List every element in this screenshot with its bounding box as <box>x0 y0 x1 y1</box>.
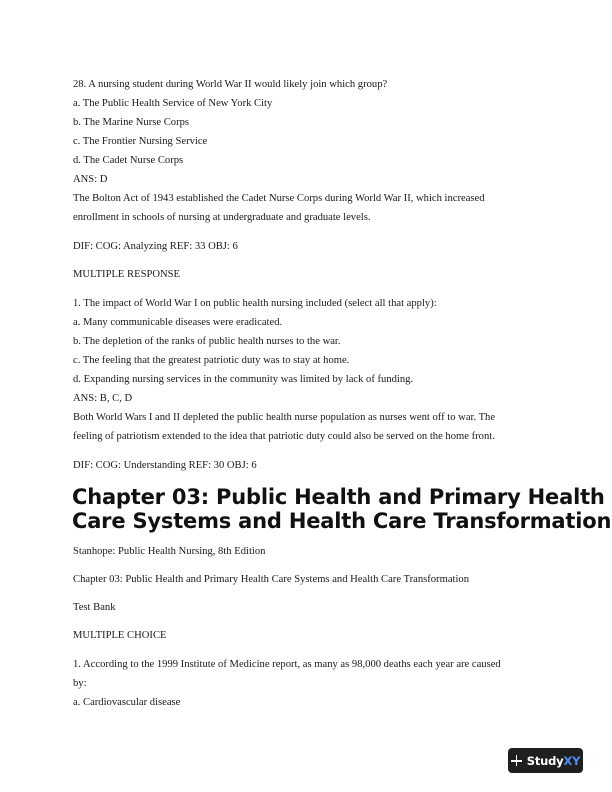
mr-question-1-option-d: d. Expanding nursing services in the community was limited by lack of funding. <box>73 374 414 385</box>
question-28-option-a: a. The Public Health Service of New York City <box>73 98 273 109</box>
question-28-meta: DIF: COG: Analyzing REF: 33 OBJ: 6 <box>73 241 238 252</box>
test-bank-label: Test Bank <box>73 602 116 613</box>
badge-label <box>527 754 581 768</box>
mc-question-1-stem-line-1: 1. According to the 1999 Institute of Medicine report, as many as 98,000 deaths each year are caused <box>73 659 501 670</box>
question-28-rationale-line-2: enrollment in schools of nursing at undergraduate and graduate levels. <box>73 212 371 223</box>
mr-question-1-answer: ANS: B, C, D <box>73 393 133 404</box>
badge-text-main: Study <box>526 753 564 768</box>
mr-question-1-rationale-line-1: Both World Wars I and II depleted the public health nurse population as nurses went off to war. The <box>73 412 496 423</box>
mr-question-1-option-a: a. Many communicable diseases were eradicated. <box>73 317 283 328</box>
mr-question-1-rationale-line-2: feeling of patriotism extended to the idea that patriotic duty could also be served on the home front. <box>73 431 495 442</box>
question-28-option-d: d. The Cadet Nurse Corps <box>73 155 184 166</box>
question-28-answer: ANS: D <box>73 174 108 185</box>
mc-question-1-option-a: a. Cardiovascular disease <box>73 697 181 708</box>
question-28-option-b: b. The Marine Nurse Corps <box>73 117 190 128</box>
question-28-rationale-line-1: The Bolton Act of 1943 established the Cadet Nurse Corps during World War II, which increased <box>73 193 485 204</box>
chapter-title-line-2: Care Systems and Health Care Transformation <box>72 509 612 533</box>
chapter-title-line-1: Chapter 03: Public Health and Primary Health <box>72 485 605 509</box>
mc-question-1-stem-line-2: by: <box>73 678 87 689</box>
multiple-response-heading: MULTIPLE RESPONSE <box>73 269 181 280</box>
badge-text-accent: XY <box>563 753 581 768</box>
plus-icon <box>511 755 522 766</box>
mr-question-1-option-b: b. The depletion of the ranks of public health nurses to the war. <box>73 336 341 347</box>
mr-question-1-stem: 1. The impact of World War I on public health nursing included (select all that apply): <box>73 298 437 309</box>
mr-question-1-meta: DIF: COG: Understanding REF: 30 OBJ: 6 <box>73 460 257 471</box>
book-title: Stanhope: Public Health Nursing, 8th Edition <box>73 546 266 557</box>
studyxy-badge[interactable] <box>508 748 583 773</box>
multiple-choice-heading: MULTIPLE CHOICE <box>73 630 167 641</box>
mr-question-1-option-c: c. The feeling that the greatest patriotic duty was to stay at home. <box>73 355 350 366</box>
chapter-subtitle: Chapter 03: Public Health and Primary Health Care Systems and Health Care Transformation <box>73 574 470 585</box>
question-28-stem: 28. A nursing student during World War II would likely join which group? <box>73 79 388 90</box>
question-28-option-c: c. The Frontier Nursing Service <box>73 136 208 147</box>
